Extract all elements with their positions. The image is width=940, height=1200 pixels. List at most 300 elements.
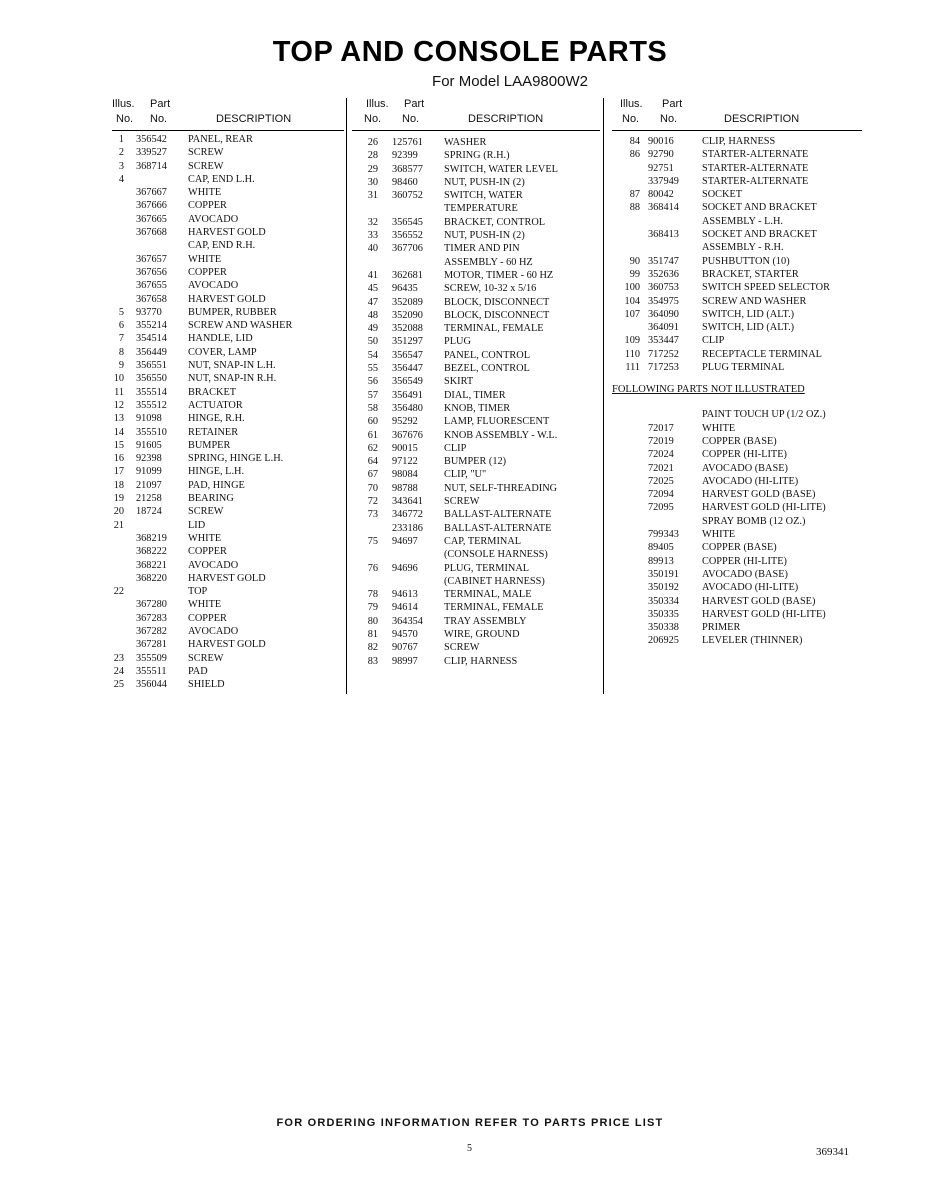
part-row [112, 519, 344, 532]
part-description: LAMP, FLUORESCENT [444, 416, 550, 428]
illus-number: 75 [367, 535, 378, 547]
part-description: MOTOR, TIMER - 60 HZ [444, 269, 554, 281]
illus-number: 109 [624, 335, 640, 347]
part-row [112, 426, 344, 439]
part-description: HARVEST GOLD (BASE) [702, 489, 816, 501]
part-description: SCREW [188, 147, 224, 159]
part-row [352, 149, 600, 162]
part-description: WHITE [188, 253, 222, 265]
no-label: No. [364, 113, 382, 125]
part-row [352, 309, 600, 322]
part-row [612, 361, 862, 374]
part-number: 94614 [392, 602, 418, 614]
part-row [352, 562, 600, 575]
part-number: 354975 [648, 295, 679, 307]
illus-number: 1 [118, 134, 124, 145]
part-description: BLOCK, DISCONNECT [444, 309, 550, 321]
part-row [352, 415, 600, 428]
illus-number: 22 [113, 586, 124, 598]
part-description: NUT, SELF-THREADING [444, 482, 558, 494]
part-number: 368577 [392, 163, 423, 175]
illus-number: 7 [118, 333, 124, 345]
illus-number: 67 [367, 469, 378, 481]
part-row [352, 548, 600, 561]
part-row [112, 279, 344, 292]
part-row [352, 455, 600, 468]
illus-number: 110 [624, 348, 640, 360]
part-row [612, 621, 862, 634]
part-description: KNOB, TIMER [444, 402, 511, 414]
part-row [352, 163, 600, 176]
part-row [612, 241, 862, 254]
part-number: 339527 [136, 147, 167, 159]
part-number: 91098 [136, 413, 162, 425]
part-number: 717253 [648, 362, 679, 374]
part-number: 95292 [392, 416, 418, 428]
part-number: 350335 [648, 608, 679, 620]
illus-number: 33 [367, 230, 378, 242]
part-description: SCREW [188, 160, 224, 172]
part-description: CLIP, HARNESS [444, 655, 518, 667]
part-description: PANEL, REAR [188, 134, 253, 145]
part-number: 368220 [136, 572, 167, 584]
part-row [352, 641, 600, 654]
part-row [612, 581, 862, 594]
illus-number: 15 [113, 439, 124, 451]
part-row [112, 293, 344, 306]
part-number: 356542 [136, 134, 167, 145]
part-description: PAINT TOUCH UP (1/2 OZ.) [702, 409, 826, 421]
illus-number: 13 [113, 413, 124, 425]
illus-number: 99 [629, 268, 640, 280]
no-label: No. [660, 113, 678, 125]
part-description: RECEPTACLE TERMINAL [702, 348, 822, 360]
part-description: ASSEMBLY - L.H. [702, 215, 783, 227]
part-number: 356550 [136, 373, 167, 385]
no-label: No. [116, 113, 134, 125]
part-description: (CONSOLE HARNESS) [444, 549, 548, 561]
part-number: 98788 [392, 482, 418, 494]
part-description: SHIELD [188, 679, 225, 691]
part-number: 356449 [136, 346, 167, 358]
illus-number: 107 [624, 308, 640, 320]
part-number: 356549 [392, 376, 423, 388]
part-number: 355214 [136, 320, 167, 332]
part-description: HARVEST GOLD [188, 639, 266, 651]
part-description: SOCKET AND BRACKET [702, 229, 817, 241]
part-description: ACTUATOR [188, 399, 243, 411]
part-number: 350191 [648, 568, 679, 580]
part-number: 351297 [392, 336, 423, 348]
illus-number: 72 [367, 496, 378, 508]
column-divider [603, 98, 604, 694]
part-row [352, 229, 600, 242]
part-description: BRACKET, STARTER [702, 268, 799, 280]
part-row [112, 652, 344, 665]
part-row [112, 266, 344, 279]
part-description: PLUG TERMINAL [702, 362, 785, 374]
part-description: HINGE, L.H. [188, 466, 245, 478]
illus-label: Illus. [112, 98, 135, 110]
part-row [612, 135, 862, 148]
part-number: 368219 [136, 532, 167, 544]
part-description: CAP, END R.H. [188, 240, 256, 252]
part-row [352, 628, 600, 641]
part-row [112, 412, 344, 425]
part-row [112, 173, 344, 186]
part-number: 72017 [648, 422, 674, 434]
part-number: 367676 [392, 429, 423, 441]
column-header [352, 96, 600, 131]
description-label: DESCRIPTION [216, 113, 292, 125]
part-row [612, 321, 862, 334]
description-label: DESCRIPTION [468, 113, 544, 125]
illus-number: 20 [113, 506, 124, 518]
no-label: No. [150, 113, 168, 125]
parts-column-3 [612, 96, 862, 648]
part-number: 125761 [392, 137, 423, 148]
part-row [112, 319, 344, 332]
illus-number: 87 [629, 189, 640, 201]
part-row [112, 479, 344, 492]
part-number: 72025 [648, 475, 674, 487]
part-description: AVOCADO (HI-LITE) [702, 582, 799, 594]
part-description: PAD [188, 665, 208, 677]
part-row [352, 495, 600, 508]
part-row [612, 268, 862, 281]
illus-number: 19 [113, 493, 124, 505]
part-row [112, 532, 344, 545]
part-number: 350192 [648, 582, 679, 594]
part-row [352, 442, 600, 455]
part-number: 368414 [648, 202, 679, 214]
part-row [612, 475, 862, 488]
part-number: 352088 [392, 323, 423, 335]
part-description: HANDLE, LID [188, 333, 253, 345]
part-number: 367657 [136, 253, 167, 265]
part-description: CLIP, "U" [444, 469, 487, 481]
part-number: 94570 [392, 628, 418, 640]
part-description: STARTER-ALTERNATE [702, 162, 809, 174]
part-number: 94697 [392, 535, 418, 547]
part-number: 94613 [392, 589, 418, 601]
illus-number: 16 [113, 453, 124, 465]
part-description: WHITE [702, 422, 736, 434]
part-description: COPPER (BASE) [702, 435, 777, 447]
part-number: 367283 [136, 612, 167, 624]
part-number: 362681 [392, 269, 423, 281]
part-row [352, 296, 600, 309]
part-row [612, 228, 862, 241]
part-description: BALLAST-ALTERNATE [444, 509, 552, 521]
part-row [612, 281, 862, 294]
part-description: HARVEST GOLD (BASE) [702, 595, 816, 607]
part-row [112, 545, 344, 558]
part-number: 355510 [136, 426, 167, 438]
part-number: 356551 [136, 360, 167, 372]
part-number: 352089 [392, 296, 423, 308]
part-row [352, 216, 600, 229]
description-label: DESCRIPTION [724, 113, 800, 125]
part-row [612, 435, 862, 448]
part-number: 355511 [136, 665, 167, 677]
part-number: 355514 [136, 386, 167, 398]
part-description: SCREW [444, 496, 480, 508]
part-number: 356491 [392, 389, 423, 401]
part-row [612, 448, 862, 461]
part-number: 89913 [648, 555, 674, 567]
part-label: Part [150, 98, 171, 110]
part-row [352, 601, 600, 614]
part-description: TRAY ASSEMBLY [444, 615, 527, 627]
part-number: 206925 [648, 635, 679, 647]
part-row [112, 346, 344, 359]
part-description: PAD, HINGE [188, 479, 245, 491]
part-number: 364091 [648, 322, 679, 334]
part-number: 352636 [648, 268, 679, 280]
part-description: COPPER (HI-LITE) [702, 449, 787, 461]
part-description: KNOB ASSEMBLY - W.L. [444, 429, 558, 441]
part-row [352, 282, 600, 295]
part-row [612, 255, 862, 268]
part-number: 367668 [136, 227, 167, 239]
column-header [612, 96, 862, 131]
part-row [352, 375, 600, 388]
illus-number: 56 [367, 376, 378, 388]
illus-number: 47 [367, 296, 378, 308]
part-number: 90767 [392, 642, 418, 654]
illus-number: 104 [624, 295, 640, 307]
part-number: 98460 [392, 176, 418, 188]
part-row [352, 362, 600, 375]
illus-number: 30 [367, 176, 378, 188]
part-description: BUMPER, RUBBER [188, 306, 277, 318]
part-number: 367658 [136, 293, 167, 305]
part-description: SWITCH, WATER [444, 190, 523, 202]
part-row [352, 535, 600, 548]
part-description: COVER, LAMP [188, 346, 257, 358]
part-number: 367280 [136, 599, 167, 611]
part-row [352, 349, 600, 362]
part-description: RETAINER [188, 426, 239, 438]
part-number: 367665 [136, 213, 167, 225]
part-description: BEZEL, CONTROL [444, 363, 530, 375]
part-number: 98084 [392, 469, 418, 481]
part-description: TERMINAL, FEMALE [444, 323, 544, 335]
part-row [352, 429, 600, 442]
part-row [112, 439, 344, 452]
illus-number: 58 [367, 402, 378, 414]
part-description: AVOCADO [188, 213, 239, 225]
parts-list [612, 135, 862, 374]
illus-number: 8 [118, 346, 124, 358]
part-description: (CABINET HARNESS) [444, 575, 545, 587]
part-description: WHITE [188, 599, 222, 611]
part-row [612, 422, 862, 435]
part-row [112, 213, 344, 226]
part-row [112, 332, 344, 345]
part-number: 91605 [136, 439, 162, 451]
part-number: 367655 [136, 280, 167, 292]
part-number: 368222 [136, 546, 167, 558]
part-number: 350338 [648, 622, 679, 634]
part-description: COPPER (BASE) [702, 542, 777, 554]
illus-number: 60 [367, 416, 378, 428]
illus-number: 45 [367, 283, 378, 295]
parts-list [352, 136, 600, 668]
part-description: BEARING [188, 493, 234, 505]
illus-number: 55 [367, 363, 378, 375]
part-row [352, 508, 600, 521]
part-description: WHITE [188, 532, 222, 544]
part-description: COPPER [188, 612, 227, 624]
part-description: BUMPER [188, 439, 231, 451]
illus-number: 5 [118, 306, 124, 318]
part-description: SCREW AND WASHER [188, 320, 293, 332]
illus-number: 48 [367, 309, 378, 321]
illus-label: Illus. [366, 98, 389, 110]
part-description: SWITCH SPEED SELECTOR [702, 282, 830, 294]
part-description: SCREW AND WASHER [702, 295, 807, 307]
part-number: 94696 [392, 562, 418, 574]
part-row [612, 201, 862, 214]
illus-number: 84 [629, 136, 640, 147]
part-number: 72021 [648, 462, 674, 474]
illus-number: 25 [113, 679, 124, 691]
part-number: 353447 [648, 335, 679, 347]
part-number: 717252 [648, 348, 679, 360]
part-description: AVOCADO [188, 280, 239, 292]
part-number: 368714 [136, 160, 167, 172]
part-row [112, 559, 344, 572]
part-description: NUT, PUSH-IN (2) [444, 230, 525, 242]
part-number: 356545 [392, 216, 423, 228]
part-row [112, 372, 344, 385]
part-row [352, 242, 600, 255]
part-description: SWITCH, WATER LEVEL [444, 163, 558, 175]
illus-number: 100 [624, 282, 640, 294]
part-description: SWITCH, LID (ALT.) [702, 322, 795, 334]
part-number: 96435 [392, 283, 418, 295]
part-number: 92399 [392, 150, 418, 162]
part-number: 360753 [648, 282, 679, 294]
part-row [612, 501, 862, 514]
part-row [112, 452, 344, 465]
part-row [352, 189, 600, 202]
illus-number: 6 [118, 320, 124, 332]
part-description: TIMER AND PIN [444, 243, 520, 255]
part-number: 92398 [136, 453, 162, 465]
part-row [612, 462, 862, 475]
part-description: BRACKET [188, 386, 237, 398]
part-row [112, 160, 344, 173]
part-number: 21258 [136, 493, 162, 505]
illus-number: 3 [118, 160, 124, 172]
part-number: 356552 [392, 230, 423, 242]
parts-column-1 [112, 96, 344, 691]
part-description: PANEL, CONTROL [444, 349, 531, 361]
part-label: Part [404, 98, 425, 110]
column-header [112, 96, 344, 131]
part-description: SWITCH, LID (ALT.) [702, 308, 795, 320]
no-label: No. [402, 113, 420, 125]
part-description: HARVEST GOLD (HI-LITE) [702, 608, 826, 620]
illus-number: 50 [367, 336, 378, 348]
part-row [112, 386, 344, 399]
part-number: 93770 [136, 306, 162, 318]
illus-number: 88 [629, 202, 640, 214]
part-row [612, 408, 862, 421]
illus-number: 28 [367, 150, 378, 162]
part-number: 364090 [648, 308, 679, 320]
part-number: 356447 [392, 363, 423, 375]
part-number: 21097 [136, 479, 162, 491]
part-row [612, 295, 862, 308]
part-row [112, 199, 344, 212]
part-number: 367281 [136, 639, 167, 651]
part-number: 90016 [648, 136, 674, 147]
part-row [612, 568, 862, 581]
part-row [352, 176, 600, 189]
part-row [352, 522, 600, 535]
part-row [112, 665, 344, 678]
part-number: 354514 [136, 333, 167, 345]
part-row [612, 348, 862, 361]
part-description: NUT, SNAP-IN L.H. [188, 360, 276, 372]
page-number: 5 [467, 1143, 472, 1154]
part-row [112, 239, 344, 252]
part-number: 350334 [648, 595, 679, 607]
part-description: SOCKET [702, 189, 743, 201]
illus-label: Illus. [620, 98, 643, 110]
part-description: CLIP [444, 442, 467, 454]
part-description: COPPER [188, 266, 227, 278]
part-row [612, 175, 862, 188]
part-description: BLOCK, DISCONNECT [444, 296, 550, 308]
part-row [612, 541, 862, 554]
part-description: AVOCADO (HI-LITE) [702, 475, 799, 487]
part-description: TOP [188, 586, 208, 598]
part-row [352, 468, 600, 481]
illus-number: 57 [367, 389, 378, 401]
part-number: 367282 [136, 625, 167, 637]
part-number: 364354 [392, 615, 423, 627]
illus-number: 23 [113, 652, 124, 664]
part-number: 337949 [648, 175, 679, 187]
part-row [352, 256, 600, 269]
illus-number: 64 [367, 456, 378, 468]
part-row [112, 505, 344, 518]
part-description: HARVEST GOLD (HI-LITE) [702, 502, 826, 514]
part-row [112, 253, 344, 266]
not-illustrated-heading: FOLLOWING PARTS NOT ILLUSTRATED [612, 384, 805, 396]
part-number: 367706 [392, 243, 423, 255]
part-row [112, 492, 344, 505]
part-description: NUT, PUSH-IN (2) [444, 176, 525, 188]
part-number: 367666 [136, 200, 167, 212]
part-description: LEVELER (THINNER) [702, 635, 803, 647]
part-description: COPPER [188, 200, 227, 212]
illus-number: 82 [367, 642, 378, 654]
part-row [112, 146, 344, 159]
part-number: 72024 [648, 449, 674, 461]
part-row [112, 226, 344, 239]
part-description: AVOCADO [188, 625, 239, 637]
part-description: HARVEST GOLD [188, 572, 266, 584]
part-number: 91099 [136, 466, 162, 478]
part-number: 355512 [136, 399, 167, 411]
part-description: SPRAY BOMB (12 OZ.) [702, 515, 806, 527]
